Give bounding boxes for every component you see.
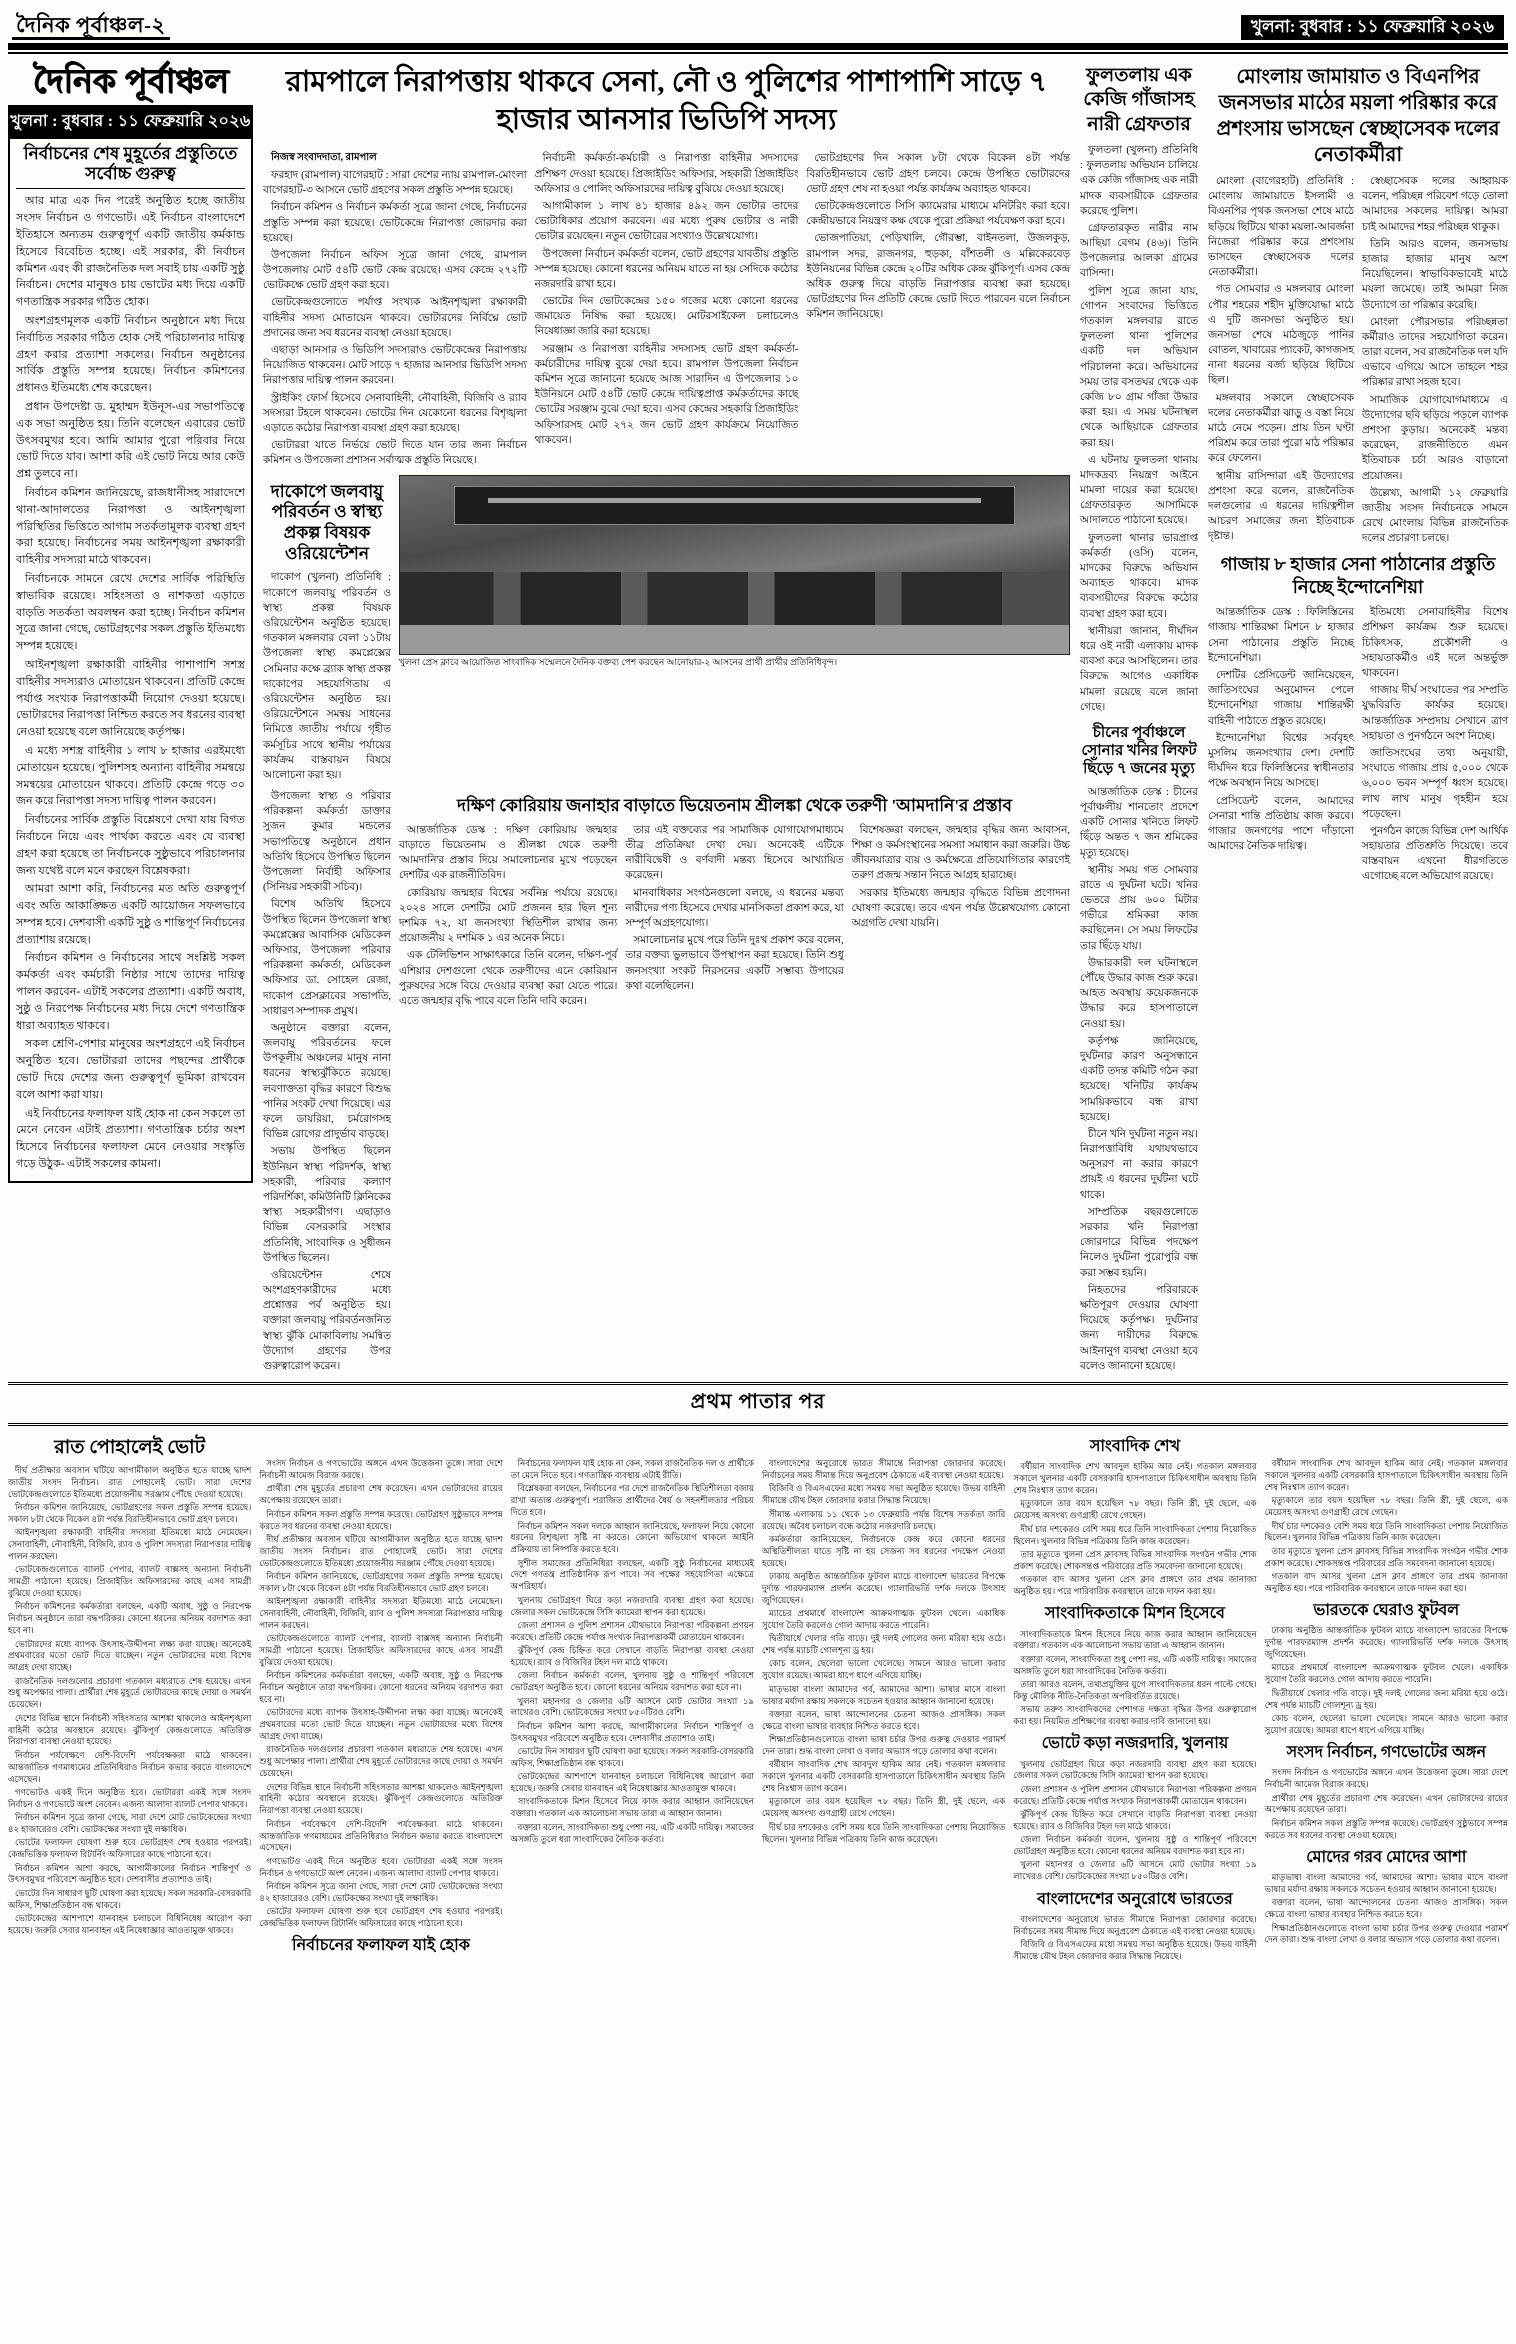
paragraph: ভোটের ফলাফল ঘোষণা শুরু হবে ভোটগ্রহণ শেষ হওয়ার পরপরই। কেন্দ্রভিত্তিক ফলাফল রিটার্নিং অফিসারের কাছে পাঠানো হবে। — [8, 1837, 252, 1860]
paragraph: দীর্ঘ প্রতীক্ষার অবসান ঘটিয়ে আগামীকাল অনুষ্ঠিত হতে যাচ্ছে দ্বাদশ জাতীয় সংসদ নির্বাচন। রাত পোহালেই ভোট। সারা দেশের ভোটকেন্দ্রগুলোতে ইতিমধ্যে প্রয়োজনীয় সরঞ্জাম পৌঁছে দেওয়া হয়েছে। — [259, 1533, 503, 1568]
paragraph: সাংবাদিকতাকে মিশন হিসেবে নিয়ে কাজ করার আহ্বান জানিয়েছেন বক্তারা। গতকাল এক আলোচনা সভায় তারা এ আহ্বান জানান। — [1013, 1628, 1257, 1651]
paragraph: ভোটকেন্দ্রের আশপাশে যানবাহন চলাচলে বিধিনিষেধ আরোপ করা হয়েছে। জরুরি সেবার যানবাহন এই নিষেধাজ্ঞার আওতামুক্ত থাকবে। — [8, 1912, 252, 1935]
main-story-headline: রামপালে নিরাপত্তায় থাকবে সেনা, নৌ ও পুলিশের পাশাপাশি সাড়ে ৭ হাজার আনসার ভিডিপি সদস্য — [285, 66, 1048, 136]
paragraph: সমালোচনার মুখে পরে তিনি দুঃখ প্রকাশ করে বলেন, তার বক্তব্য ভুলভাবে উপস্থাপন করা হয়েছে। তিনি শুধু জনসংখ্যা সংকট নিরসনের একটি সম্ভাব্য উপায়ের কথা বলেছিলেন। — [625, 935, 844, 992]
paragraph: ইন্দোনেশিয়া বিশ্বের সর্ববৃহৎ মুসলিম জনসংখ্যার দেশ। দেশটি দীর্ঘদিন ধরে ফিলিস্তিনের স্বাধীনতার পক্ষে অবস্থান নিয়ে আসছে। — [1208, 732, 1354, 790]
paragraph: বর্ষীয়ান সাংবাদিক শেখ আবদুল হাকিম আর নেই। গতকাল মঙ্গলবার সকালে খুলনার একটি বেসরকারি হাসপাতালে চিকিৎসাধীন অবস্থায় তিনি শেষ নিঃশ্বাস ত্যাগ করেন। — [1264, 1458, 1508, 1492]
paragraph: নির্বাচনের ফলাফল যাই হোক না কেন, সকল রাজনৈতিক দল ও প্রার্থীকে তা মেনে নিতে হবে। গণতান্ত্রিক ব্যবস্থায় এটাই রীতি। — [510, 1458, 754, 1481]
paragraph: সরঞ্জাম ও নিরাপত্তা বাহিনীর সদস্যসহ ভোট গ্রহণ কর্মকর্তা-কর্মচারীদের দায়িত্ব বুঝে দেয়া হবে। রামপাল উপজেলা নির্বাচন কমিশন সূত্রে জানানো হয়েছে আজ সারাদিন এ উপজেলার ১০ ইউনিয়নে মোট ৫৪টি ভোট কেন্দ্রে দায়িত্বপ্রাপ্ত কর্মকর্তাদের কাছে ভোটের সরঞ্জাম বুঝে দেয়া হবে। এসব কেন্দ্রের সহকারি প্রিজাইডিং অফিসারসহ মোট ২৭২ জন ভোট গ্রহণ কার্যক্রমে নিয়োজিত থাকবেন। — [534, 343, 799, 446]
paragraph: প্রার্থীরা শেষ মুহূর্তের প্রচারণা শেষ করেছেন। এখন ভোটারদের রায়ের অপেক্ষায় রয়েছেন তারা। — [259, 1483, 503, 1506]
folio-date: খুলনা: বুধবার : ১১ ফেব্রুয়ারি ২০২৬ — [1241, 15, 1504, 40]
continuation-grid — [8, 1432, 1508, 1964]
masthead-logo: দৈনিক পূর্বাঞ্চল — [32, 62, 229, 99]
korea-cols — [399, 823, 1070, 1011]
paragraph: অংশগ্রহণমূলক একটি নির্বাচন অনুষ্ঠানে মধ্য দিয়ে নির্বাচিত সরকার গঠিত হোক সেই পরিচালনার দায়িত্ব গ্রহণ করার প্রত্যাশা সকলের। নির্বাচন অনুষ্ঠানের সার্বিক প্রস্তুতি সম্পন্ন হয়েছে। নির্বাচন কমিশনের প্রধানও ইতিমধ্যে শেষ করেছেন। — [16, 315, 245, 395]
paragraph: কোচ বলেন, ছেলেরা ভালো খেলেছে। সামনে আরও ভালো করার সুযোগ রয়েছে। আমরা ধাপে ধাপে এগিয়ে যাচ্ছি। — [1264, 1712, 1508, 1735]
paragraph: জেলা নির্বাচন কর্মকর্তা বলেন, খুলনায় সুষ্ঠু ও শান্তিপূর্ণ পরিবেশে ভোটগ্রহণ অনুষ্ঠিত হবে। কোনো ধরনের অনিয়ম বরদাশত করা হবে না। — [510, 1670, 754, 1693]
paragraph: উপজেলা নির্বাচন কর্মকর্তা বলেন, ভোট গ্রহণের যাবতীয় প্রস্তুতি সম্পন্ন হয়েছে। কোনো ধরনের অনিয়ম যাতে না হয় সেদিকে কঠোর নজরদারি রাখা হবে। — [534, 248, 799, 290]
paragraph: সংসদ নির্বাচন ও গণভোটের অঙ্গনে এখন উত্তেজনা তুঙ্গে। সারা দেশে নির্বাচনী আমেজ বিরাজ করছে। — [1264, 1767, 1508, 1790]
paragraph: রাজনৈতিক দলগুলোর প্রচারণা গতকাল মধ্যরাতে শেষ হয়েছে। এখন শুধু অপেক্ষার পালা। প্রার্থীরা শেষ মুহূর্তে ভোটারদের কাছে দোয়া ও সমর্থন চেয়েছেন। — [259, 1744, 503, 1779]
paragraph: ম্যাচের প্রথমার্ধে বাংলাদেশ আক্রমণাত্মক ফুটবল খেলে। একাধিক সুযোগ তৈরি করলেও গোল আদায় করতে পারেনি। — [1264, 1662, 1508, 1685]
paragraph: ভোটের দিন সাধারণ ছুটি ঘোষণা করা হয়েছে। সকল সরকারি-বেসরকারি অফিস, শিক্ষাপ্রতিষ্ঠান বন্ধ থাকবে। — [8, 1887, 252, 1910]
paragraph: নির্বাচন কমিশন ও নির্বাচনের সাথে সংশ্লিষ্ট সকল কর্মকর্তা এবং কর্মচারী নিষ্ঠার সাথে তাদের দায়িত্ব পালন করবেন- এটাই সকলের প্রত্যাশা। একটি অবাধ, সুষ্ঠু ও নিরপেক্ষ নির্বাচনের মধ্য দিয়ে দেশে গণতান্ত্রিক ধারা অব্যাহত থাকবে। — [16, 952, 245, 1032]
paragraph: প্রধান উপদেষ্টা ড. মুহাম্মদ ইউনূস-এর সভাপতিত্বে এক সভা অনুষ্ঠিত হয়। তিনি বলেছেন এবারের ভোট উৎসবমুখর হবে। আমি আমার পুরো পরিবার নিয়ে ভোট দিতে যাব। আশা করি এই ভোট নিয়ে আর কেউ প্রশ্ন তুলবে না। — [16, 400, 245, 481]
paragraph: দেশের বিভিন্ন স্থানে নির্বাচনী সহিংসতার আশঙ্কা থাকলেও আইনশৃঙ্খলা বাহিনী কঠোর অবস্থানে রয়েছে। ঝুঁকিপূর্ণ কেন্দ্রগুলোতে অতিরিক্ত নিরাপত্তা ব্যবস্থা নেওয়া হয়েছে। — [8, 1712, 252, 1747]
paragraph: ফরহাদ (রামপাল) বাগেরহাট : সারা দেশের ন্যায় রামপাল-মোংলা বাগেরহাট-৩ আসনে ভোট গ্রহণের সকল প্রস্তুতি সম্পন্ন হয়েছে। — [263, 169, 527, 197]
paragraph: ঢাকায় অনুষ্ঠিত আন্তর্জাতিক ফুটবল ম্যাচে বাংলাদেশ ভারতের বিপক্ষে দুর্দান্ত পারফরম্যান্স প্রদর্শন করেছে। গ্যালারিভর্তি দর্শক দলকে উৎসাহ জুগিয়েছেন। — [761, 1570, 1006, 1605]
paragraph: ভোটের ফলাফল ঘোষণা শুরু হবে ভোটগ্রহণ শেষ হওয়ার পরপরই। কেন্দ্রভিত্তিক ফলাফল রিটার্নিং অফিসারের কাছে পাঠানো হবে। — [259, 1906, 503, 1929]
paragraph: বর্ষীয়ান সাংবাদিক শেখ আবদুল হাকিম আর নেই। গতকাল মঙ্গলবার সকালে খুলনার একটি বেসরকারি হাসপাতালে চিকিৎসাধীন অবস্থায় তিনি শেষ নিঃশ্বাস ত্যাগ করেন। — [1013, 1461, 1257, 1496]
paragraph: বক্তারা বলেন, সাংবাদিকতা শুধু পেশা নয়, এটি একটি দায়িত্ব। সমাজের অসঙ্গতি তুলে ধরা সাংবাদিকের নৈতিক কর্তব্য। — [1013, 1653, 1257, 1676]
paragraph: ভোটাররা যাতে নির্ভয়ে ভোট দিতে যান তার জন্য নির্বাচন কমিশন ও উপজেলা প্রশাসন সর্বাত্মক প্রস্তুতি নিয়েছে। — [263, 440, 527, 467]
paragraph: কোরিয়ায় জন্মহার বিশ্বের সর্বনিম্ন পর্যায়ে রয়েছে। ২০২৪ সালে দেশটির মোট প্রজনন হার ছিল শূন্য দশমিক ৭২, যা জনসংখ্যা স্থিতিশীল রাখার জন্য প্রয়োজনীয় ২ দশমিক ১ এর অনেক নিচে। — [399, 887, 618, 945]
dakope-col-head — [263, 475, 391, 786]
paragraph: সামাজিক যোগাযোগমাধ্যমে এ উদ্যোগের ছবি ছড়িয়ে পড়লে ব্যাপক প্রশংসা কুড়ায়। অনেকেই মন্তব্য করেছেন, রাজনীতিতে এমন ইতিবাচক চর্চা আরও বাড়ানো প্রয়োজন। — [1362, 394, 1508, 482]
paragraph: ভোটগ্রহণের দিন সকাল ৮টা থেকে বিকেল ৪টা পর্যন্ত বিরতিহীনভাবে ভোট গ্রহণ চলবে। কেন্দ্রে উপস্থিত ভোটারদের ভোট গ্রহণ শেষ না হওয়া পর্যন্ত কার্যক্রম অব্যাহত থাকবে। — [806, 153, 1071, 195]
paragraph: দীর্ঘ চার দশকেরও বেশি সময় ধরে তিনি সাংবাদিকতা পেশায় নিয়োজিত ছিলেন। খুলনার বিভিন্ন পত্রিকায় তিনি কাজ করেছেন। — [761, 1821, 1006, 1844]
cont-headline-vote-nojordari: ভোটে কড়া নজরদারি, খুলনায় — [1041, 1735, 1229, 1753]
paragraph: নির্বাচন কমিশন আশা করছে, আগামীকালের নির্বাচন শান্তিপূর্ণ ও উৎসবমুখর পরিবেশে অনুষ্ঠিত হবে। দেশবাসীর প্রত্যাশাও তাই। — [510, 1720, 754, 1743]
paragraph: ফুলতলা (খুলনা) প্রতিনিধি : ফুলতলায় অভিযান চালিয়ে এক কেজি গাঁজাসহ এক নারী মাদক ব্যবসায়ীকে গ্রেফতার করেছে পুলিশ। — [1080, 144, 1198, 217]
paragraph: মৃত্যুকালে তার বয়স হয়েছিল ৭৮ বছর। তিনি স্ত্রী, দুই ছেলে, এক মেয়েসহ অসংখ্য গুণগ্রাহী রেখে গেছেন। — [1264, 1495, 1508, 1518]
paragraph: গণভোটও একই দিনে অনুষ্ঠিত হবে। ভোটাররা একই সঙ্গে সংসদ নির্বাচন ও গণভোটে অংশ নেবেন। এজন্য আলাদা ব্যালট পেপার থাকবে। — [8, 1786, 252, 1809]
paragraph: নির্বাচন পর্যবেক্ষণে দেশি-বিদেশি পর্যবেক্ষকরা মাঠে থাকবেন। আন্তর্জাতিক গণমাধ্যমের প্রতিনিধিরাও নির্বাচন কভার করতে বাংলাদেশে এসেছেন। — [8, 1749, 252, 1784]
paragraph: ওরিয়েন্টেশন শেষে অংশগ্রহণকারীদের মধ্যে প্রশ্নোত্তর পর্ব অনুষ্ঠিত হয়। বক্তারা জলবায়ু পরিবর্তনজনিত স্বাস্থ্য ঝুঁকি মোকাবিলায় সমন্বিত উদ্যোগ গ্রহণের উপর গুরুত্বারোপ করেন। — [263, 1269, 391, 1373]
paragraph: নির্বাচন কমিশনের কর্মকর্তারা বলছেন, একটি অবাধ, সুষ্ঠু ও নিরপেক্ষ নির্বাচন অনুষ্ঠানে তারা বদ্ধপরিকর। কোনো ধরনের অনিয়ম বরদাশত করা হবে না। — [259, 1670, 503, 1705]
china-headline: চীনের পূর্বাঞ্চলে সোনার খনির লিফট ছিঁড়ে ৭ জনের মৃত্যু — [1081, 724, 1197, 778]
paragraph: গতকাল বাদ আসর খুলনা প্রেস ক্লাব প্রাঙ্গণে তার প্রথম জানাজা অনুষ্ঠিত হয়। পরে পারিবারিক কবরস্থানে তাকে দাফন করা হয়। — [1013, 1574, 1257, 1596]
lead-editorial-box — [8, 139, 253, 1183]
dakope-headline: দাকোপে জলবায়ু পরিবর্তন ও স্বাস্থ্য প্রকল্প বিষয়ক ওরিয়েন্টেশন — [270, 481, 384, 563]
cont-headline-bangladesh-india: বাংলাদেশের অনুরোধে ভারতের — [1037, 1890, 1233, 1908]
paragraph: সভায় তরুণ সাংবাদিকদের পেশাগত দক্ষতা বৃদ্ধির উপর গুরুত্বারোপ করা হয়। নিয়মিত প্রশিক্ষণের ব্যবস্থা করার দাবি জানানো হয়। — [1013, 1704, 1257, 1727]
paragraph: দ্বিতীয়ার্ধে খেলার গতি বাড়ে। দুই দলই গোলের জন্য মরিয়া হয়ে ওঠে। শেষ পর্যন্ত ম্যাচটি গোলশূন্য ড্র হয়। — [1264, 1687, 1508, 1710]
paragraph: কোচ বলেন, ছেলেরা ভালো খেলেছে। সামনে আরও ভালো করার সুযোগ রয়েছে। আমরা ধাপে ধাপে এগিয়ে যাচ্ছি। — [761, 1658, 1006, 1681]
paragraph: তারা আরও বলেন, তথ্যপ্রযুক্তির যুগে সাংবাদিকতার ধরন পাল্টে গেছে। কিন্তু মৌলিক নীতি-নৈতিকতা অপরিবর্তিত রয়েছে। — [1013, 1678, 1257, 1701]
cont-headline-rat: রাত পোহালেই ভোট — [54, 1437, 206, 1459]
mongla-headline: মোংলায় জামায়াত ও বিএনপির জনসভার মাঠের ময়লা পরিষ্কার করে প্রশংসায় ভাসছেন স্বেচ্ছাসেবক দলের নেতাকর্মীরা — [1216, 66, 1500, 166]
masthead-left — [8, 60, 253, 1376]
paragraph: নির্বাচন কমিশন সূত্রে জানা গেছে, সারা দেশে মোট ভোটকেন্দ্রের সংখ্যা ৪২ হাজারেরও বেশি। ভোটকক্ষের সংখ্যা দুই লক্ষাধিক। — [8, 1812, 252, 1834]
paragraph: স্ট্রাইকিং ফোর্স হিসেবে সেনাবাহিনী, নৌবাহিনী, বিজিবি ও র‍্যাব সদস্যরা টহলে থাকবেন। ভোটের দিন যেকোনো ধরনের বিশৃঙ্খলা এড়াতে কঠোর নিরাপত্তা ব্যবস্থা গ্রহণ করা হয়েছে। — [263, 392, 527, 434]
gaza-headline: গাজায় ৮ হাজার সেনা পাঠানোর প্রস্তুতি নিচ্ছে ইন্দোনেশিয়া — [1220, 553, 1496, 597]
gaza-col-1 — [1208, 605, 1354, 886]
paragraph: বক্তারা বলেন, ভাষা আন্দোলনের চেতনা আজও প্রাসঙ্গিক। সকল ক্ষেত্রে বাংলা ভাষার ব্যবহার নিশ্চিত করতে হবে। — [1264, 1897, 1508, 1920]
paragraph: শিক্ষাপ্রতিষ্ঠানগুলোতে বাংলা ভাষা চর্চার উপর গুরুত্ব দেওয়ার পরামর্শ দেন তারা। শুদ্ধ বাংলা লেখা ও বলার অভ্যাস গড়ে তোলার কথা বলেন। — [1264, 1922, 1508, 1945]
paragraph: ভোটের দিন ভোটকেন্দ্রের ১৫০ গজের মধ্যে কোনো ধরনের জমায়েত নিষিদ্ধ করা হয়েছে। মোটরসাইকেল চলাচলেও নিষেধাজ্ঞা জারি করা হয়েছে। — [534, 296, 799, 338]
paragraph: জেলা প্রশাসন ও পুলিশ প্রশাসন যৌথভাবে নিরাপত্তা পরিকল্পনা প্রণয়ন করেছে। প্রতিটি কেন্দ্রে পর্যাপ্ত সংখ্যক নিরাপত্তাকর্মী মোতায়েন থাকবেন। — [510, 1619, 754, 1642]
paragraph: ভোজপাতিয়া, পেড়িখালি, গৌরম্ভা, বাইনতলা, উজলকুড়, রামপাল সদর, রাজনগর, হুড়কা, বাঁশতলী ও মল্লিকেরবেড় ইউনিয়নের বিভিন্ন কেন্দ্রে ২০টির অধিক কেন্দ্র ঝুঁকিপূর্ণ। এসব কেন্দ্র অধিক গুরুত্ব দিয়ে বাড়তি নিরাপত্তার ব্যবস্থা করা হয়েছে। ভোটগ্রহণের দিন প্রতিটি কেন্দ্রে ভোট দিতে পারবেন বলে নির্বাচন কমিশন জানিয়েছে। — [806, 233, 1071, 321]
paragraph: সভায় উপস্থিত ছিলেন ইউনিয়ন স্বাস্থ্য পরিদর্শক, স্বাস্থ্য সহকারী, পরিবার কল্যাণ পরিদর্শিকা, কমিউনিটি ক্লিনিকের স্বাস্থ্য সহকারীগণ। এছাড়াও বিভিন্ন বেসরকারি সংস্থার প্রতিনিধি, সাংবাদিক ও সুধীজন উপস্থিত ছিলেন। — [263, 1146, 391, 1264]
paragraph: মোংলা পৌরসভার পরিচ্ছন্নতা কর্মীরাও তাদের সহযোগিতা করেন। তারা বলেন, সব রাজনৈতিক দল যদি এভাবে এগিয়ে আসে তাহলে শহর পরিষ্কার রাখা সহজ হবে। — [1362, 316, 1508, 389]
paragraph: ভোটারদের মধ্যে ব্যাপক উৎসাহ-উদ্দীপনা লক্ষ্য করা যাচ্ছে। অনেকেই প্রথমবারের মতো ভোট দিতে যাচ্ছেন। নতুন ভোটারদের মধ্যে বিশেষ আগ্রহ দেখা যাচ্ছে। — [8, 1638, 252, 1673]
paragraph: বর্ষীয়ান সাংবাদিক শেখ আবদুল হাকিম আর নেই। গতকাল মঙ্গলবার সকালে খুলনার একটি বেসরকারি হাসপাতালে চিকিৎসাধীন অবস্থায় তিনি শেষ নিঃশ্বাস ত্যাগ করেন। — [761, 1759, 1006, 1794]
paragraph: গাজায় দীর্ঘ সংঘাতের পর সম্প্রতি যুদ্ধবিরতি কার্যকর হয়েছে। আন্তর্জাতিক সম্প্রদায় সেখানে ত্রাণ সহায়তা ও পুনর্গঠনে অংশ নিচ্ছে। — [1362, 685, 1508, 742]
lead-editorial-headline: নির্বাচনের শেষ মুহূর্তের প্রস্তুতিতে সর্বোচ্চ গুরুত্ব — [16, 144, 245, 190]
cont-col-5 — [1013, 1432, 1256, 1964]
paragraph: ম্যাচের প্রথমার্ধে বাংলাদেশ আক্রমণাত্মক ফুটবল খেলে। একাধিক সুযোগ তৈরি করলেও গোল আদায় করতে পারেনি। — [761, 1608, 1006, 1630]
paragraph: কর্মকর্তারা জানিয়েছেন, নির্বাচনকে কেন্দ্র করে কোনো ধরনের অস্থিতিশীলতা যাতে সৃষ্টি না হয় সেজন্য সব ধরনের পদক্ষেপ নেওয়া হয়েছে। — [761, 1533, 1006, 1568]
paragraph: আর মাত্র এক দিন পরেই অনুষ্ঠিত হচ্ছে জাতীয় সংসদ নির্বাচন ও গণভোট। এই নির্বাচন বাংলাদেশে ইতিহাসে অন্যতম গুরুত্বপূর্ণ একটি জাতীয় কর্মকান্ড হিসেবে বিবেচিত হচ্ছে। এই সরকার, কী নির্বাচন কমিশন এবং কী রাজনৈতিক দল সবাই চায় একটি সুষ্ঠু নির্বাচন। দেশের মানুষও চায় ভোটের মধ্য দিয়ে একটি গণতান্ত্রিক সরকার গঠিত হোক। — [16, 195, 245, 309]
phultala-headline: ফুলতলায় এক কেজি গাঁজাসহ নারী গ্রেফতার — [1083, 65, 1195, 135]
paragraph: আইনশৃঙ্খলা রক্ষাকারী বাহিনীর সদস্যরা ইতিমধ্যে মাঠে নেমেছেন। সেনাবাহিনী, নৌবাহিনী, বিজিবি, র‍্যাব ও পুলিশ সদস্যরা নিরাপত্তার দায়িত্ব পালন করছেন। — [259, 1596, 503, 1630]
top-rule-thick — [8, 43, 1508, 50]
paragraph: নির্বাচনকে সামনে রেখে দেশের সার্বিক পরিস্থিতি স্বাভাবিক রয়েছে। সহিংসতা ও নাশকতা এড়াতে বাড়তি সতর্কতা অবলম্বন করা হচ্ছে। নির্বাচন কমিশন সূত্রে জানা গেছে, ভোটগ্রহণের সকল প্রস্তুতি ইতিমধ্যে সম্পন্ন হয়েছে। — [16, 572, 245, 653]
top-rule-hair — [8, 52, 1508, 54]
paragraph: বিশেষ অতিথি হিসেবে উপস্থিত ছিলেন উপজেলা স্বাস্থ্য কমপ্লেক্সের আবাসিক মেডিকেল অফিসার, উপজেলা পরিবার পরিকল্পনা কর্মকর্তা, মেডিকেল অফিসার ডা. সোহেল রেজা, দাকোপ প্রেসক্লাবের সভাপতি, সাধারণ সম্পাদক প্রমুখ। — [263, 899, 391, 1017]
paragraph: নির্বাচন কমিশন আশা করছে, আগামীকালের নির্বাচন শান্তিপূর্ণ ও উৎসবমুখর পরিবেশে অনুষ্ঠিত হবে। দেশবাসীর প্রত্যাশাও তাই। — [8, 1862, 252, 1885]
paragraph: স্থানীয় সময় গত সোমবার রাতে এ দুর্ঘটনা ঘটে। খনির ভেতরে প্রায় ৬০০ মিটার গভীরে শ্রমিকরা কাজ করছিলেন। সে সময় লিফটের তার ছিঁড়ে যায়। — [1080, 864, 1198, 952]
paragraph: ইতিমধ্যে সেনাবাহিনীর বিশেষ প্রশিক্ষণ কার্যক্রম শুরু হয়েছে। চিকিৎসক, প্রকৌশলী ও সহায়তাকর্মীও এই দলে অন্তর্ভুক্ত থাকবেন। — [1362, 607, 1508, 680]
tertiary-block — [263, 789, 1070, 1376]
paragraph: নির্বাচন কমিশন জানিয়েছে, ভোটগ্রহণের সকল প্রস্তুতি সম্পন্ন হয়েছে। সকাল ৮টা থেকে বিকেল ৪টা পর্যন্ত বিরতিহীনভাবে ভোট গ্রহণ চলবে। — [8, 1502, 252, 1524]
paragraph: নির্বাচন পর্যবেক্ষণে দেশি-বিদেশি পর্যবেক্ষকরা মাঠে থাকবেন। আন্তর্জাতিক গণমাধ্যমের প্রতিনিধিরাও নির্বাচন কভার করতে বাংলাদেশে এসেছেন। — [259, 1818, 503, 1853]
main-col-3 — [806, 151, 1070, 470]
cont-col-4 — [762, 1432, 1005, 1964]
paragraph: বিশেষজ্ঞরা বলছেন, জন্মহার বৃদ্ধির জন্য আবাসন, শিক্ষা ও কর্মসংস্থানের সমস্যা সমাধান করা জরুরি। উচ্চ জীবনযাত্রার ব্যয় ও কর্মক্ষেত্রে প্রতিযোগিতার কারণেই তরুণ প্রজন্ম সন্তান নিতে আগ্রহ হারাচ্ছে। — [851, 824, 1070, 882]
paragraph: আগামীকাল ১ লাখ ৪১ হাজার ৪৯২ জন ভোটার তাদের ভোটাধিকার প্রয়োগ করবেন। এর মধ্যে পুরুষ ভোটার ও নারী ভোটার রয়েছেন। নতুন ভোটারের সংখ্যাও উল্লেখযোগ্য। — [534, 200, 799, 243]
paragraph: মোংলা (বাগেরহাট) প্রতিনিধি : মোংলায় জামায়াতে ইসলামী ও বিএনপির পৃথক জনসভা শেষে মাঠে ছড়িয়ে ছিটিয়ে থাকা ময়লা-আবর্জনা নিজেরা পরিষ্কার করে প্রশংসায় ভাসছেন স্বেচ্ছাসেবক দলের নেতাকর্মীরা। — [1208, 176, 1354, 279]
paragraph: জেলা নির্বাচন কর্মকর্তা বলেন, খুলনায় সুষ্ঠু ও শান্তিপূর্ণ পরিবেশে ভোটগ্রহণ অনুষ্ঠিত হবে। কোনো ধরনের অনিয়ম বরদাশত করা হবে না। — [1013, 1834, 1257, 1857]
gaza-cols — [1208, 605, 1508, 886]
mongla-cols — [1208, 174, 1508, 549]
paragraph: নির্বাচন কমিশন জানিয়েছে, ভোটগ্রহণের সকল প্রস্তুতি সম্পন্ন হয়েছে। সকাল ৮টা থেকে বিকেল ৪টা পর্যন্ত বিরতিহীনভাবে ভোট গ্রহণ চলবে। — [259, 1570, 503, 1593]
cont-headline-bharot-football: ভারতকে ঘেরাও ফুটবল — [1313, 1602, 1460, 1620]
paragraph: সাংবাদিকতাকে মিশন হিসেবে নিয়ে কাজ করার আহ্বান জানিয়েছেন বক্তারা। গতকাল এক আলোচনা সভায় তারা এ আহ্বান জানান। — [510, 1796, 754, 1819]
paragraph: নির্বাচনের সার্বিক প্রস্তুতি বিশ্লেষণে দেখা যায় বিগত নির্বাচনে নিয়ে এবং পার্থক্য করতে এবং যে ব্যবস্থা গ্রহণ করা হয়েছে তা নির্বাচনকে সুষ্ঠুভাবে পরিচালনার জন্য যথেষ্ট বলে মনে করছেন বিশ্লেষকরা। — [16, 814, 245, 877]
paragraph: এছাড়া আনসার ও ভিডিপি সদস্যরাও ভোটকেন্দ্রের নিরাপত্তায় নিয়োজিত থাকবেন। মোট সাড়ে ৭ হাজার আনসার ভিডিপি সদস্য নিরাপত্তার দায়িত্ব পালন করবেন। — [263, 345, 527, 387]
paragraph: ঝুঁকিপূর্ণ কেন্দ্র চিহ্নিত করে সেখানে বাড়তি নিরাপত্তা ব্যবস্থা নেওয়া হয়েছে। র‍্যাব ও বিজিবির টহল দল মাঠে থাকবে। — [510, 1645, 754, 1667]
cont-headline-mission: সাংবাদিকতাকে মিশন হিসেবে — [1045, 1605, 1225, 1623]
paragraph: নির্বাচন কমিশন সূত্রে জানা গেছে, সারা দেশে মোট ভোটকেন্দ্রের সংখ্যা ৪২ হাজারেরও বেশি। ভোটকক্ষের সংখ্যা দুই লক্ষাধিক। — [259, 1880, 503, 1903]
paragraph: আন্তর্জাতিক ডেস্ক : ফিলিস্তিনের গাজায় শান্তিরক্ষা মিশনে ৮ হাজার সেনা পাঠানোর প্রস্তুতি নিচ্ছে ইন্দোনেশিয়া। — [1208, 607, 1354, 664]
paragraph: বিজিবি ও বিএসএফের মধ্যে সমন্বয় সভা অনুষ্ঠিত হয়েছে। উভয় বাহিনী সীমান্তে যৌথ টহল জোরদার করার সিদ্ধান্ত নিয়েছে। — [1013, 1939, 1257, 1961]
paragraph: নির্বাচন কমিশন জানিয়েছে, রাজধানীসহ সারাদেশে থানা-আদালতের নিরাপত্তা ও আইনশৃঙ্খলা পরিস্থিতির ভিত্তিতে আগাম সতর্কতামূলক ব্যবস্থা গ্রহণ করা হয়েছে। নির্বাচনের সময় আইনশৃঙ্খলা রক্ষাকারী বাহিনীর সদস্যরা মাঠে থাকবেন। — [16, 486, 245, 567]
paragraph: বিজিবি ও বিএসএফের মধ্যে সমন্বয় সভা অনুষ্ঠিত হয়েছে। উভয় বাহিনী সীমান্তে যৌথ টহল জোরদার করার সিদ্ধান্ত নিয়েছে। — [761, 1483, 1006, 1506]
paragraph: ভোটকেন্দ্রগুলোতে ব্যালট পেপার, ব্যালট বাক্সসহ অন্যান্য নির্বাচনী সামগ্রী পাঠানো হয়েছে। প্রিজাইডিং অফিসারদের কাছে এসব সামগ্রী বুঝিয়ে দেওয়া হয়েছে। — [8, 1564, 252, 1599]
paragraph: এক টেলিভিশন সাক্ষাৎকারে তিনি বলেন, দক্ষিণ-পূর্ব এশিয়ার দেশগুলো থেকে তরুণীদের এনে কোরিয়ান পুরুষদের সঙ্গে বিয়ে দেওয়ার ব্যবস্থা করা যেতে পারে। এতে জন্মহার বৃদ্ধি পাবে বলে তিনি দাবি করেন। — [399, 950, 618, 1007]
korea-col-2 — [625, 823, 843, 1011]
masthead-datebar: খুলনা : বুধবার : ১১ ফেব্রুয়ারি ২০২৬ — [8, 105, 253, 139]
paragraph: সকল শ্রেণি-পেশার মানুষের অংশগ্রহণে এই নির্বাচন অনুষ্ঠিত হবে। ভোটাররা তাদের পছন্দের প্রার্থীকে ভোট দিয়ে দেশের জন্য গুরুত্বপূর্ণ ভূমিকা রাখবেন বলে আশা করা যায়। — [16, 1038, 245, 1101]
paragraph: মৃত্যুকালে তার বয়স হয়েছিল ৭৮ বছর। তিনি স্ত্রী, দুই ছেলে, এক মেয়েসহ অসংখ্য গুণগ্রাহী রেখে গেছেন। — [761, 1796, 1006, 1819]
cont-col-1 — [8, 1432, 251, 1964]
paragraph: সীমান্ত এলাকায় ১১ থেকে ১৩ ফেব্রুয়ারি পর্যন্ত বিশেষ সতর্কতা জারি রয়েছে। অবৈধ চলাচল বন্ধে কঠোর নজরদারি চলছে। — [761, 1508, 1006, 1531]
paragraph: ভোটকেন্দ্রগুলোতে সিসি ক্যামেরার মাধ্যমে মনিটরিং করা হবে। কেন্দ্রীয়ভাবে নিয়ন্ত্রণ কক্ষ থেকে পুরো প্রক্রিয়া পর্যবেক্ষণ করা হবে। — [806, 200, 1071, 228]
paragraph: বাংলাদেশের অনুরোধে ভারত সীমান্তে নিরাপত্তা জোরদার করেছে। নির্বাচনের সময় সীমান্ত দিয়ে অনুপ্রবেশ ঠেকাতে এই ব্যবস্থা নেওয়া হয়েছে। — [761, 1458, 1006, 1481]
paragraph: তিনি আরও বলেন, জনসভায় হাজার হাজার মানুষ অংশ নিয়েছিলেন। স্বাভাবিকভাবেই মাঠে ময়লা জমেছে। তাই আমরা নিজ উদ্যোগে তা পরিষ্কার করেছি। — [1362, 238, 1508, 311]
paragraph: কর্তৃপক্ষ জানিয়েছে, দুর্ঘটনার কারণ অনুসন্ধানে একটি তদন্ত কমিটি গঠন করা হয়েছে। খনিটির কার্যক্রম সাময়িকভাবে বন্ধ রাখা হয়েছে। — [1080, 1035, 1198, 1123]
paragraph: এ মধ্যে সশস্ত্র বাহিনীর ১ লাখ ৮ হাজার এরইমধ্যে মোতায়েন হয়েছে। পুলিশসহ অন্যান্য বাহিনীর সমন্বয়ে সমন্বয়ের মোতায়েন থাকবে। প্রতিটি কেন্দ্রে গড়ে ৩০ জন করে নিরাপত্তা সদস্য দায়িত্ব পালন করবেন। — [16, 744, 245, 808]
paragraph: দেশের বিভিন্ন স্থানে নির্বাচনী সহিংসতার আশঙ্কা থাকলেও আইনশৃঙ্খলা বাহিনী কঠোর অবস্থানে রয়েছে। ঝুঁকিপূর্ণ কেন্দ্রগুলোতে অতিরিক্ত নিরাপত্তা ব্যবস্থা নেওয়া হয়েছে। — [259, 1781, 503, 1816]
secondary-block — [263, 475, 1070, 786]
main-story-columns — [263, 151, 1070, 470]
paragraph: খুলনা মহানগর ও জেলার ৬টি আসনে মোট ভোটার সংখ্যা ১৯ লাখেরও বেশি। ভোটকেন্দ্রের সংখ্যা ৮৫০টিরও বেশি। — [510, 1695, 754, 1718]
paragraph: আন্তর্জাতিক ডেস্ক : চীনের পূর্বাঞ্চলীয় শানতোং প্রদেশে একটি সোনার খনিতে লিফট ছিঁড়ে অন্তত ৭ জন শ্রমিকের মৃত্যু হয়েছে। — [1080, 786, 1198, 859]
paragraph: বক্তারা বলেন, ভাষা আন্দোলনের চেতনা আজও প্রাসঙ্গিক। সকল ক্ষেত্রে বাংলা ভাষার ব্যবহার নিশ্চিত করতে হবে। — [761, 1708, 1006, 1731]
paragraph: আইনশৃঙ্খলা রক্ষাকারী বাহিনীর সদস্যরা ইতিমধ্যে মাঠে নেমেছেন। সেনাবাহিনী, নৌবাহিনী, বিজিবি, র‍্যাব ও পুলিশ সদস্যরা নিরাপত্তার দায়িত্ব পালন করছেন। — [8, 1527, 252, 1562]
paragraph: চীনে খনি দুর্ঘটনা নতুন নয়। নিরাপত্তাবিধি যথাযথভাবে অনুসরণ না করার কারণে প্রায়ই এ ধরনের দুর্ঘটনা ঘটে থাকে। — [1080, 1128, 1198, 1201]
paragraph: ফুলতলা থানার ভারপ্রাপ্ত কর্মকর্তা (ওসি) বলেন, মাদকের বিরুদ্ধে অভিযান অব্যাহত থাকবে। মাদক ব্যবসায়ীদের বিরুদ্ধে কঠোর ব্যবস্থা গ্রহণ করা হবে। — [1080, 532, 1198, 620]
paragraph: জাতিসংঘের তথ্য অনুযায়ী, সংঘাতে গাজায় প্রায় ৫,০০০ থেকে ৬,০০০ ভবন সম্পূর্ণ ধ্বংস হয়েছে। লাখ লাখ মানুষ গৃহহীন হয়ে পড়েছেন। — [1362, 747, 1508, 820]
paragraph: স্বেচ্ছাসেবক দলের আহ্বায়ক বলেন, পরিচ্ছন্ন পরিবেশ গড়ে তোলা আমাদের সকলের দায়িত্ব। আমরা চাই আমাদের শহর পরিচ্ছন্ন থাকুক। — [1362, 176, 1508, 233]
mongla-col-2 — [1362, 174, 1508, 549]
paragraph: নির্বাচন কমিশন সকল প্রস্তুতি সম্পন্ন করেছে। ভোটগ্রহণ সুষ্ঠুভাবে সম্পন্ন করতে সব ধরনের ব্যবস্থা নেওয়া হয়েছে। — [259, 1508, 503, 1531]
paragraph: দ্বিতীয়ার্ধে খেলার গতি বাড়ে। দুই দলই গোলের জন্য মরিয়া হয়ে ওঠে। শেষ পর্যন্ত ম্যাচটি গোলশূন্য ড্র হয়। — [761, 1633, 1006, 1656]
paragraph: প্রেসিডেন্ট বলেন, আমাদের সেনারা শান্তি প্রতিষ্ঠায় কাজ করবে। গাজার জনগণের পাশে দাঁড়ানো আমাদের নৈতিক দায়িত্ব। — [1208, 795, 1354, 853]
main-story — [263, 60, 1070, 1376]
paragraph: পুনর্গঠন কাজে বিভিন্ন দেশ আর্থিক সহায়তার প্রতিশ্রুতি দিয়েছে। তবে বাস্তবায়ন এখনো ধীরগতিতে এগোচ্ছে বলে অভিযোগ রয়েছে। — [1362, 825, 1508, 883]
paragraph: বক্তারা বলেন, সাংবাদিকতা শুধু পেশা নয়, এটি একটি দায়িত্ব। সমাজের অসঙ্গতি তুলে ধরা সাংবাদিকের নৈতিক কর্তব্য। — [510, 1821, 754, 1844]
photo-backdrop-banner — [454, 486, 1016, 525]
cont-headline-folafol: নির্বাচনের ফলাফল যাই হোক — [292, 1937, 470, 1955]
paragraph: ঢাকায় অনুষ্ঠিত আন্তর্জাতিক ফুটবল ম্যাচে বাংলাদেশ ভারতের বিপক্ষে দুর্দান্ত পারফরম্যান্স প্রদর্শন করেছে। গ্যালারিভর্তি দর্শক দলকে উৎসাহ জুগিয়েছেন। — [1264, 1625, 1508, 1660]
paragraph: নির্বাচন কমিশন সকল প্রস্তুতি সম্পন্ন করেছে। ভোটগ্রহণ সুষ্ঠুভাবে সম্পন্ন করতে সব ধরনের ব্যবস্থা নেওয়া হয়েছে। — [1264, 1817, 1508, 1840]
paragraph: উপজেলা নির্বাচন অফিস সূত্রে জানা গেছে, রামপাল উপজেলায় মোট ৫৪টি ভোট কেন্দ্র রয়েছে। এসব কেন্দ্রে ২৭২টি ভোটকক্ষে ভোট গ্রহণ করা হবে। — [263, 249, 527, 292]
paragraph: মঙ্গলবার সকালে স্বেচ্ছাসেবক দলের নেতাকর্মীরা ঝাড়ু ও বস্তা নিয়ে মাঠে নেমে পড়েন। প্রায় তিন ঘণ্টা পরিশ্রম করে তারা পুরো মাঠ পরিষ্কার করে ফেলেন। — [1208, 392, 1354, 465]
paragraph: নির্বাচন কমিশনের কর্মকর্তারা বলছেন, একটি অবাধ, সুষ্ঠু ও নিরপেক্ষ নির্বাচন অনুষ্ঠানে তারা বদ্ধপরিকর। কোনো ধরনের অনিয়ম বরদাশত করা হবে না। — [8, 1601, 252, 1636]
mongla-col-1 — [1208, 174, 1354, 549]
cont-headline-sangsad-ongon: সংসদ নির্বাচন, গণভোটের অঙ্গন — [1286, 1744, 1487, 1762]
paragraph: আন্তর্জাতিক ডেস্ক : দক্ষিণ কোরিয়ায় জন্মহার বাড়াতে ভিয়েতনাম ও শ্রীলঙ্কা থেকে তরুণী 'আমদানি'র প্রস্তাব দিয়ে সমালোচনার মুখে পড়েছেন দেশটির এক রাজনীতিবিদ। — [399, 824, 618, 882]
korea-headline: দক্ষিণ কোরিয়ায় জনাহার বাড়াতে ভিয়েতনাম শ্রীলঙ্কা থেকে তরুণী 'আমদানি'র প্রস্তাব — [457, 796, 1012, 816]
paragraph: নির্বাচন কমিশন সকল দলকে আহ্বান জানিয়েছে, ফলাফল নিয়ে কোনো ধরনের বিশৃঙ্খলা সৃষ্টি না করতে। কোনো অভিযোগ থাকলে আইনি প্রক্রিয়ায় তা নিষ্পত্তি করতে হবে। — [510, 1520, 754, 1555]
paragraph: শিক্ষাপ্রতিষ্ঠানগুলোতে বাংলা ভাষা চর্চার উপর গুরুত্ব দেওয়ার পরামর্শ দেন তারা। শুদ্ধ বাংলা লেখা ও বলার অভ্যাস গড়ে তোলার কথা বলেন। — [761, 1734, 1006, 1756]
paragraph: মৃত্যুকালে তার বয়স হয়েছিল ৭৮ বছর। তিনি স্ত্রী, দুই ছেলে, এক মেয়েসহ অসংখ্য গুণগ্রাহী রেখে গেছেন। — [1013, 1498, 1257, 1521]
paragraph: মাতৃভাষা বাংলা আমাদের গর্ব, আমাদের আশা। ভাষার মাসে বাংলা ভাষার মর্যাদা রক্ষায় সকলকে সচেতন হওয়ার আহ্বান জানানো হয়েছে। — [1264, 1872, 1508, 1894]
paragraph: ভোটের দিন সাধারণ ছুটি ঘোষণা করা হয়েছে। সকল সরকারি-বেসরকারি অফিস, শিক্ষাপ্রতিষ্ঠান বন্ধ থাকবে। — [510, 1745, 754, 1768]
korea-story — [399, 789, 1070, 1376]
paragraph: তার মৃত্যুতে খুলনা প্রেস ক্লাবসহ বিভিন্ন সাংবাদিক সংগঠন গভীর শোক প্রকাশ করেছে। শোকসন্তপ্ত পরিবারের প্রতি সমবেদনা জানানো হয়েছে। — [1013, 1548, 1257, 1571]
paragraph: দীর্ঘ চার দশকেরও বেশি সময় ধরে তিনি সাংবাদিকতা পেশায় নিয়োজিত ছিলেন। খুলনার বিভিন্ন পত্রিকায় তিনি কাজ করেছেন। — [1264, 1520, 1508, 1543]
cont-col-2 — [259, 1432, 502, 1964]
paragraph: আমরা আশা করি, নির্বাচনের মত অতি গুরুত্বপূর্ণ এবং অতি আকাঙ্ক্ষিত একটি আয়োজন সফলভাবে সম্পন্ন হবে। দেশবাসী একটি সুষ্ঠু ও শান্তিপূর্ণ নির্বাচনের প্রত্যাশায় রয়েছে। — [16, 883, 245, 946]
paragraph: উপজেলা স্বাস্থ্য ও পরিবার পরিকল্পনা কর্মকর্তা ডাক্তার সুজন কুমার মন্ডলের সভাপতিত্বে অনুষ্ঠানে প্রধান অতিথি হিসেবে উপস্থিত ছিলেন উপজেলা নির্বাহী অফিসার (সিনিয়র সহকারী সচিব)। — [263, 791, 391, 894]
gaza-col-2 — [1362, 605, 1508, 886]
paragraph: সাম্প্রতিক বছরগুলোতে সরকার খনি নিরাপত্তা জোরদারে বিভিন্ন পদক্ষেপ নিলেও দুর্ঘটনা পুরোপুরি বন্ধ করা সম্ভব হয়নি। — [1080, 1206, 1198, 1279]
page-folio: দৈনিক পূর্বাঞ্চল-২ — [12, 14, 170, 40]
paragraph: আইনশৃঙ্খলা রক্ষাকারী বাহিনীর পাশাপাশি সশস্ত্র বাহিনীর সদস্যরাও মোতায়েন থাকবেন। প্রতিটি কেন্দ্রে পর্যাপ্ত সংখ্যক নিরাপত্তাকর্মী নিয়োগ দেওয়া হয়েছে। ভোটারদের নিরাপত্তা নিশ্চিত করতে সব ধরনের ব্যবস্থা নেওয়া হয়েছে বলে জানিয়েছে কর্তৃপক্ষ। — [16, 658, 245, 739]
paragraph: মাতৃভাষা বাংলা আমাদের গর্ব, আমাদের আশা। ভাষার মাসে বাংলা ভাষার মর্যাদা রক্ষায় সকলকে সচেতন হওয়ার আহ্বান জানানো হয়েছে। — [761, 1683, 1006, 1706]
paragraph: তার এই বক্তব্যের পর সামাজিক যোগাযোগমাধ্যমে তীব্র প্রতিক্রিয়া দেখা দেয়। অনেকেই এটিকে নারীবিদ্বেষী ও বর্ণবাদী মন্তব্য হিসেবে আখ্যায়িত করেছেন। — [625, 824, 844, 882]
phultala-column — [1080, 60, 1198, 1376]
korea-col-3 — [852, 823, 1070, 1011]
photo-table — [400, 625, 1069, 653]
paragraph: ভোটকেন্দ্রগুলোতে ব্যালট পেপার, ব্যালট বাক্সসহ অন্যান্য নির্বাচনী সামগ্রী পাঠানো হয়েছে। প্রিজাইডিং অফিসারদের কাছে এসব সামগ্রী বুঝিয়ে দেওয়া হয়েছে। — [259, 1633, 503, 1667]
paragraph: গ্রেফতারকৃত নারীর নাম আছিয়া বেগম (৪৬)। তিনি উপজেলার আলকা গ্রামের বাসিন্দা। — [1080, 222, 1198, 280]
paragraph: সংসদ নির্বাচন ও গণভোটের অঙ্গনে এখন উত্তেজনা তুঙ্গে। সারা দেশে নির্বাচনী আমেজ বিরাজ করছে। — [259, 1458, 503, 1481]
paragraph: ভোটকেন্দ্রগুলোতে পর্যাপ্ত সংখ্যক আইনশৃঙ্খলা রক্ষাকারী বাহিনীর সদস্য মোতায়েন থাকবে। ভোটারদের নির্বিঘ্নে ভোট প্রদানের জন্য সব ধরনের ব্যবস্থা নেওয়া হয়েছে। — [263, 297, 527, 339]
paragraph: জেলা প্রশাসন ও পুলিশ প্রশাসন যৌথভাবে নিরাপত্তা পরিকল্পনা প্রণয়ন করেছে। প্রতিটি কেন্দ্রে পর্যাপ্ত সংখ্যক নিরাপত্তাকর্মী মোতায়েন থাকবেন। — [1013, 1783, 1257, 1806]
paragraph: বাংলাদেশের অনুরোধে ভারত সীমান্তে নিরাপত্তা জোরদার করেছে। নির্বাচনের সময় সীমান্ত দিয়ে অনুপ্রবেশ ঠেকাতে এই ব্যবস্থা নেওয়া হয়েছে। — [1013, 1913, 1257, 1936]
paragraph: নির্বাচন কমিশন ও নির্বাচন কর্মকর্তা সূত্রে জানা গেছে, নির্বাচনের প্রস্তুতি সম্পন্ন করা হয়েছে। ভোটকেন্দ্রে নিরাপত্তা জোরদার করা হয়েছে। — [263, 202, 527, 244]
masthead-row — [8, 60, 1508, 1376]
section-band: প্রথম পাতার পর — [8, 1382, 1508, 1426]
paragraph: গতকাল বাদ আসর খুলনা প্রেস ক্লাব প্রাঙ্গণে তার প্রথম জানাজা অনুষ্ঠিত হয়। পরে পারিবারিক কবরস্থানে তাকে দাফন করা হয়। — [1264, 1570, 1508, 1593]
paragraph: এ ঘটনায় ফুলতলা থানায় মাদকদ্রব্য নিয়ন্ত্রণ আইনে মামলা দায়ের করা হয়েছে। গ্রেফতারকৃত আসামিকে আদালতে পাঠানো হয়েছে। — [1080, 454, 1198, 527]
paragraph: নিহতদের পরিবারকে ক্ষতিপূরণ দেওয়ার ঘোষণা দিয়েছে কর্তৃপক্ষ। দুর্ঘটনার জন্য দায়ীদের বিরুদ্ধে আইনানুগ ব্যবস্থা নেওয়া হবে বলেও জানানো হয়েছে। — [1080, 1284, 1198, 1372]
korea-col-1 — [399, 823, 617, 1011]
paragraph: গণভোটও একই দিনে অনুষ্ঠিত হবে। ভোটাররা একই সঙ্গে সংসদ নির্বাচন ও গণভোটে অংশ নেবেন। এজন্য আলাদা ব্যালট পেপার থাকবে। — [259, 1855, 503, 1878]
paragraph: সুশীল সমাজের প্রতিনিধিরা বলছেন, একটি সুষ্ঠু নির্বাচনের মাধ্যমেই দেশে গণতন্ত্র প্রাতিষ্ঠানিক রূপ পাবে। সব পক্ষের সহযোগিতা এক্ষেত্রে অপরিহার্য। — [510, 1557, 754, 1592]
paragraph: দীর্ঘ প্রতীক্ষার অবসান ঘটিয়ে আগামীকাল অনুষ্ঠিত হতে যাচ্ছে দ্বাদশ জাতীয় সংসদ নির্বাচন। রাত পোহালেই ভোট। সারা দেশের ভোটকেন্দ্রগুলোতে ইতিমধ্যে প্রয়োজনীয় সরঞ্জাম পৌঁছে দেওয়া হয়েছে। — [8, 1465, 252, 1499]
paragraph: ঝুঁকিপূর্ণ কেন্দ্র চিহ্নিত করে সেখানে বাড়তি নিরাপত্তা ব্যবস্থা নেওয়া হয়েছে। র‍্যাব ও বিজিবির টহল দল মাঠে থাকবে। — [1013, 1809, 1257, 1831]
top-strip — [8, 6, 1508, 40]
mongla-column — [1208, 60, 1508, 1376]
paragraph: অনুষ্ঠানে বক্তারা বলেন, জলবায়ু পরিবর্তনের ফলে উপকূলীয় অঞ্চলের মানুষ নানা ধরনের স্বাস্থ্যঝুঁকিতে রয়েছে। লবণাক্ততা বৃদ্ধির কারণে বিশুদ্ধ পানির সংকট দেখা দিয়েছে। এর ফলে ডায়রিয়া, চর্মরোগসহ বিভিন্ন রোগের প্রাদুর্ভাব বাড়ছে। — [263, 1022, 391, 1141]
paragraph: উল্লেখ্য, আগামী ১২ ফেব্রুয়ারি জাতীয় সংসদ নির্বাচনকে সামনে রেখে মোংলায় বিভিন্ন রাজনৈতিক দলের প্রচারণা চলছে। — [1362, 487, 1508, 545]
cont-col-3 — [511, 1432, 754, 1964]
paragraph: বিশ্লেষকরা বলছেন, নির্বাচনের পর দেশে রাজনৈতিক স্থিতিশীলতা বজায় রাখা অত্যন্ত গুরুত্বপূর্ণ। পরাজিত প্রার্থীদের ধৈর্য ও সহনশীলতার পরিচয় দিতে হবে। — [510, 1483, 754, 1518]
paragraph: ভোটকেন্দ্রের আশপাশে যানবাহন চলাচলে বিধিনিষেধ আরোপ করা হয়েছে। জরুরি সেবার যানবাহন এই নিষেধাজ্ঞার আওতামুক্ত থাকবে। — [510, 1771, 754, 1794]
cont-headline-sangbadik: সাংবাদিক শেখ — [1089, 1438, 1181, 1456]
byline: নিজস্ব সংবাদদাতা, রামপাল — [271, 152, 377, 164]
photo-block — [399, 475, 1070, 786]
paragraph: প্রার্থীরা শেষ মুহূর্তের প্রচারণা শেষ করেছেন। এখন ভোটারদের রায়ের অপেক্ষায় রয়েছেন তারা। — [1264, 1792, 1508, 1815]
paragraph: স্থানীয় বাসিন্দারা এই উদ্যোগের প্রশংসা করে বলেন, রাজনৈতিক দলগুলোর এ ধরনের দায়িত্বশীল আচরণ সমাজের জন্য ইতিবাচক দৃষ্টান্ত। — [1208, 470, 1354, 543]
main-col-2 — [535, 151, 799, 470]
paragraph: দেশটির প্রেসিডেন্ট জানিয়েছেন, জাতিসংঘের অনুমোদন পেলে ইন্দোনেশিয়া গাজায় শান্তিরক্ষী বাহিনী পাঠাতে প্রস্তুত রয়েছে। — [1208, 670, 1354, 727]
paragraph: নির্বাচনী কর্মকর্তা-কর্মচারী ও নিরাপত্তা বাহিনীর সদস্যদের প্রশিক্ষণ দেওয়া হয়েছে। প্রিজাইডিং অফিসার, সহকারী প্রিজাইডিং অফিসার ও পোলিং অফিসারদের দায়িত্ব বুঝিয়ে দেওয়া হয়েছে। — [534, 153, 799, 195]
main-col-1 — [263, 151, 527, 470]
paragraph: খুলনায় ভোটগ্রহণ ঘিরে কড়া নজরদারি ব্যবস্থা গ্রহণ করা হয়েছে। জেলার সকল ভোটকেন্দ্রে সিসি ক্যামেরা স্থাপন করা হয়েছে। — [1013, 1758, 1257, 1781]
paragraph: ভোটারদের মধ্যে ব্যাপক উৎসাহ-উদ্দীপনা লক্ষ্য করা যাচ্ছে। অনেকেই প্রথমবারের মতো ভোট দিতে যাচ্ছেন। নতুন ভোটারদের মধ্যে বিশেষ আগ্রহ দেখা যাচ্ছে। — [259, 1707, 503, 1742]
cont-col-6 — [1265, 1432, 1508, 1964]
dakope-cont — [263, 789, 391, 1376]
paragraph: সরকার ইতিমধ্যে জন্মহার বৃদ্ধিতে বিভিন্ন প্রণোদনা ঘোষণা করেছে। তবে এখন পর্যন্ত উল্লেখযোগ্য কোনো অগ্রগতি দেখা যায়নি। — [851, 887, 1070, 929]
paragraph: মানবাধিকার সংগঠনগুলো বলছে, এ ধরনের মন্তব্য নারীদের পণ্য হিসেবে দেখার মানসিকতা প্রকাশ করে, যা সম্পূর্ণ অগ্রহণযোগ্য। — [625, 887, 844, 929]
paragraph: এই নির্বাচনের ফলাফল যাই হোক না কেন সকলে তা মেনে নেবেন এটাই প্রত্যাশা। গণতান্ত্রিক চর্চার অংশ হিসেবে নির্বাচনের ফলাফল মেনে নেওয়ার সংস্কৃতি গড়ে উঠুক- এটাই সকলের কামনা। — [16, 1107, 245, 1171]
paragraph: পুলিশ সূত্রে জানা যায়, গোপন সংবাদের ভিত্তিতে গতকাল মঙ্গলবার রাতে ফুলতলা থানা পুলিশের একটি দল অভিযান পরিচালনা করে। অভিযানের সময় তার বসতঘর থেকে এক কেজি ৮০ গ্রাম গাঁজা উদ্ধার করা হয়। এ সময় ঘটনাস্থল থেকে আছিয়াকে গ্রেফতার করা হয়। — [1080, 285, 1198, 449]
paragraph: খুলনায় ভোটগ্রহণ ঘিরে কড়া নজরদারি ব্যবস্থা গ্রহণ করা হয়েছে। জেলার সকল ভোটকেন্দ্রে সিসি ক্যামেরা স্থাপন করা হয়েছে। — [510, 1594, 754, 1617]
paragraph: তার মৃত্যুতে খুলনা প্রেস ক্লাবসহ বিভিন্ন সাংবাদিক সংগঠন গভীর শোক প্রকাশ করেছে। শোকসন্তপ্ত পরিবারের প্রতি সমবেদনা জানানো হয়েছে। — [1264, 1545, 1508, 1568]
cont-headline-moder-gorob: মোদের গরব মোদের আশা — [1306, 1848, 1467, 1866]
paragraph: উদ্ধারকারী দল ঘটনাস্থলে পৌঁছে উদ্ধার কাজ শুরু করে। আহত অবস্থায় কয়েকজনকে উদ্ধার করে হাসপাতালে নেওয়া হয়। — [1080, 957, 1198, 1030]
lead-editorial-body — [16, 193, 245, 1172]
paragraph: গত সোমবার ও মঙ্গলবার মোংলা পৌর শহরের শহীদ মুক্তিযোদ্ধা মাঠে এ দুটি জনসভা অনুষ্ঠিত হয়। জনসভা শেষে মাঠজুড়ে পানির বোতল, খাবারের প্যাকেট, কাগজসহ নানা ধরনের বর্জ্য ছড়িয়ে ছিটিয়ে ছিল। — [1208, 284, 1354, 387]
photo-caption: খুলনা প্রেস ক্লাবে আয়োজিত সাংবাদিক সম্মেলনে দৈনিক বক্তব্য পেশ করছেন আনোয়ার-২ আসনের প্রার্থী প্রার্থীর প্রতিনিধিবৃন্দ। — [399, 656, 838, 667]
paragraph: দীর্ঘ চার দশকেরও বেশি সময় ধরে তিনি সাংবাদিকতা পেশায় নিয়োজিত ছিলেন। খুলনার বিভিন্ন পত্রিকায় তিনি কাজ করেছেন। — [1013, 1523, 1257, 1546]
paragraph: দাকোপ (খুলনা) প্রতিনিধি : দাকোপে জলবায়ু পরিবর্তন ও স্বাস্থ্য প্রকল্প বিষয়ক ওরিয়েন্টেশন অনুষ্ঠিত হয়েছে। গতকাল মঙ্গলবার বেলা ১১টায় উপজেলা স্বাস্থ্য কমপ্লেক্সের সেমিনার কক্ষে ব্র্যাক স্বাস্থ্য প্রকল্প দাকোপের সহযোগিতায় এ ওরিয়েন্টেশন অনুষ্ঠিত হয়। ওরিয়েন্টেশনে সমন্বয় সাধনের নিমিত্তে জাতীয় পর্যায়ে গৃহীত কর্মসূচির সাথে স্থানীয় পর্যায়ের কার্যক্রম বাস্তবায়ন বিষয়ে আলোচনা করা হয়। — [263, 572, 391, 781]
press-conference-photo — [399, 475, 1070, 655]
paragraph: খুলনা মহানগর ও জেলার ৬টি আসনে মোট ভোটার সংখ্যা ১৯ লাখেরও বেশি। ভোটকেন্দ্রের সংখ্যা ৮৫০টিরও বেশি। — [1013, 1859, 1257, 1882]
paragraph: স্থানীয়রা জানান, দীর্ঘদিন ধরে ওই নারী এলাকায় মাদক ব্যবসা করে আসছিলেন। তার বিরুদ্ধে আগেও একাধিক মামলা রয়েছে বলে জানা গেছে। — [1080, 625, 1198, 713]
paragraph: রাজনৈতিক দলগুলোর প্রচারণা গতকাল মধ্যরাতে শেষ হয়েছে। এখন শুধু অপেক্ষার পালা। প্রার্থীরা শেষ মুহূর্তে ভোটারদের কাছে দোয়া ও সমর্থন চেয়েছেন। — [8, 1675, 252, 1710]
